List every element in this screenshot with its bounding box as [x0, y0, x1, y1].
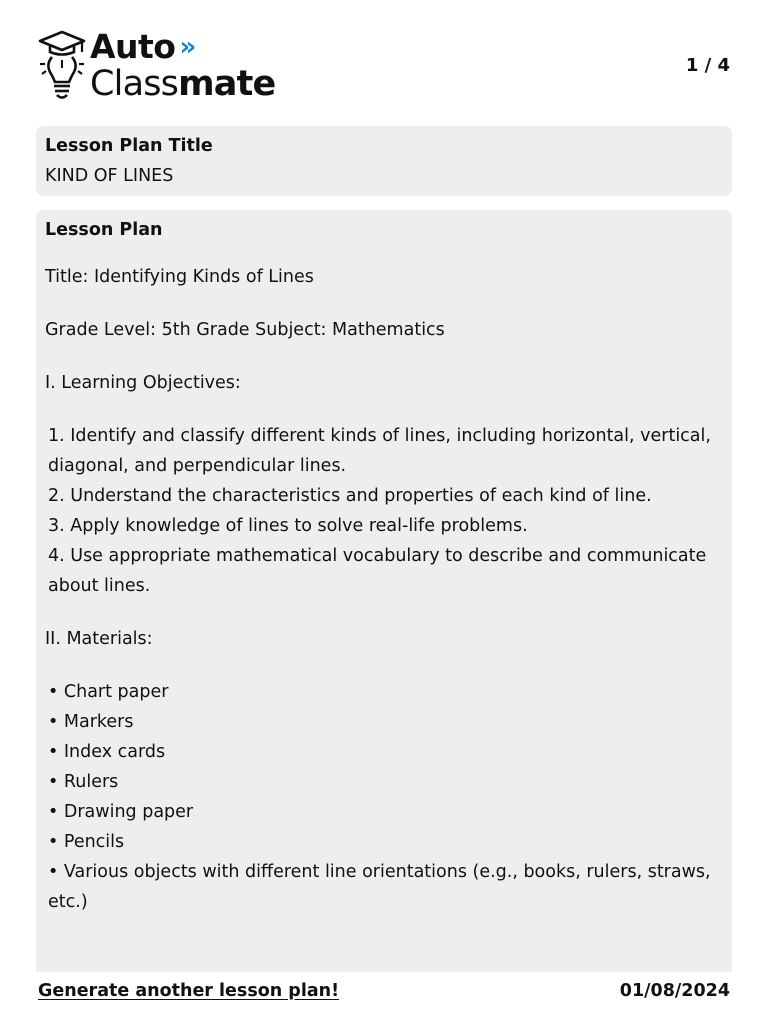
lesson-title-value: KIND OF LINES	[45, 166, 174, 186]
material-item: • Markers	[48, 712, 134, 732]
lesson-title-card	[36, 126, 732, 196]
objective-item: 3. Apply knowledge of lines to solve real-life problems.	[48, 516, 528, 536]
material-item: • Various objects with different line orientations (e.g., books, rulers, straws, etc.)	[48, 862, 711, 912]
material-item: • Index cards	[48, 742, 166, 762]
materials-heading: II. Materials:	[45, 629, 153, 649]
double-chevron-icon: »	[179, 32, 196, 62]
plan-grade-line: Grade Level: 5th Grade Subject: Mathematics	[45, 320, 445, 340]
logo-wordmark-line2: Classmate	[90, 64, 276, 104]
objective-item: 1. Identify and classify different kinds of lines, including horizontal, vertical, diagonal, and perpendicular lines.	[48, 426, 711, 476]
material-item: • Rulers	[48, 772, 119, 792]
generate-another-plan-link[interactable]: Generate another lesson plan!	[38, 981, 340, 1001]
material-item: • Pencils	[48, 832, 125, 852]
objectives-list	[45, 421, 723, 601]
objective-item: 2. Understand the characteristics and properties of each kind of line.	[48, 486, 652, 506]
materials-list	[45, 677, 723, 917]
plan-date: 01/08/2024	[619, 981, 730, 1001]
lesson-title-label: Lesson Plan Title	[45, 136, 213, 156]
lesson-plan-card	[36, 210, 732, 972]
graduation-cap-lightbulb-icon	[38, 30, 86, 102]
logo-wordmark-line1: Auto »	[90, 27, 196, 66]
material-item: • Chart paper	[48, 682, 169, 702]
material-item: • Drawing paper	[48, 802, 194, 822]
page-indicator: 1 / 4	[685, 55, 730, 76]
auto-classmate-logo[interactable]	[38, 28, 298, 104]
objectives-heading: I. Learning Objectives:	[45, 373, 241, 393]
objective-item: 4. Use appropriate mathematical vocabulary to describe and communicate about lines.	[48, 546, 707, 596]
lesson-plan-heading: Lesson Plan	[45, 220, 163, 240]
plan-title-line: Title: Identifying Kinds of Lines	[45, 267, 314, 287]
